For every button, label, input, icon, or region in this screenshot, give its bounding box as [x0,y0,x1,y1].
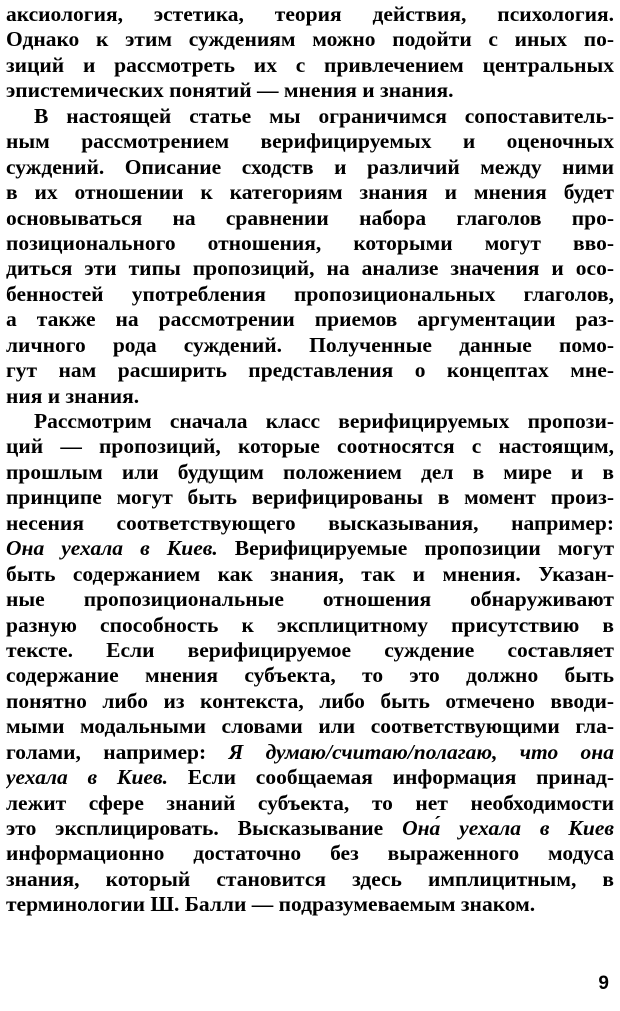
text-line [6,2,614,27]
text-segment: терминологии Ш. Балли — подразумеваемым знаком. [6,892,536,917]
text-line [6,180,614,205]
italic-example: уехала в Киев. [6,765,168,790]
text-segment: зиций и рассмотреть их с привлечением центральных [6,52,614,77]
text-line [6,27,614,52]
text-line [6,434,614,459]
text-segment: Если сообщаемая информация принад- [167,765,614,790]
italic-example: Она́ уехала в Киев [402,816,614,840]
text-segment: гут нам расширить представления о концептах мне- [6,358,614,383]
text-line [6,791,614,816]
text-segment: эпистемических понятий — мнения и знания. [6,78,454,103]
text-segment: ния и знания. [6,383,140,408]
text-line [6,333,614,358]
page-number: 9 [598,973,609,994]
text-line [6,892,614,917]
text-line [6,816,614,841]
text-line [6,358,614,383]
text-line [6,714,614,739]
text-line [6,384,614,409]
text-line [6,587,614,612]
text-segment: В настоящей статье мы ограничимся сопоставитель- [34,103,614,128]
text-segment: ций — пропозиций, которые соотносятся с настоящим, [6,434,614,459]
text-segment: это эксплицировать. Высказывание [6,816,403,840]
text-line [6,206,614,231]
text-segment: знания, который становится здесь имплицитным, в [6,866,614,891]
text-line [6,536,614,561]
text-segment: Однако к этим суждениям можно подойти с иных по- [6,27,614,52]
text-segment: голами, например: [6,739,229,764]
text-segment: разную способность к эксплицитному присутствию в [6,612,614,637]
text-segment: лежит сфере знаний субъекта, то нет необходимости [6,790,614,815]
text-line [6,689,614,714]
text-segment: а также на рассмотрении приемов аргументации раз- [6,307,614,332]
text-segment: Рассмотрим сначала класс верифицируемых пропози- [34,409,614,433]
text-line [6,765,614,790]
text-segment: аксиология, эстетика, теория действия, психология. [6,2,614,26]
text-segment: несения соответствующего высказывания, например: [6,510,614,535]
text-line [6,282,614,307]
text-segment: принципе могут быть верифицированы в момент произ- [6,485,614,510]
text-segment: информационно достаточно без выраженного модуса [6,841,614,866]
text-segment: личного рода суждений. Полученные данные помо- [6,332,614,357]
text-line [6,104,614,129]
text-segment: основываться на сравнении набора глаголов про- [6,205,614,230]
text-line [6,511,614,536]
text-line [6,129,614,154]
text-segment: содержание мнения субъекта, то это должно быть [6,663,614,688]
text-line [6,867,614,892]
text-line [6,460,614,485]
text-line [6,307,614,332]
body-text [6,2,614,918]
text-segment: бенностей употребления пропозициональных глаголов, [6,281,614,306]
text-line [6,155,614,180]
text-segment: суждений. Описание сходств и различий между ними [6,154,614,179]
text-line [6,53,614,78]
text-line [6,613,614,638]
text-segment: тексте. Если верифицируемое суждение составляет [6,637,614,662]
text-segment: диться эти типы пропозиций, на анализе значения и осо- [6,256,614,281]
text-segment: в их отношении к категориям знания и мнения будет [6,180,614,205]
text-line [6,562,614,587]
text-segment: мыми модальными словами или соответствующими гла- [6,714,614,739]
italic-example: Я думаю/считаю/полагаю, что она [228,739,614,764]
text-line [6,841,614,866]
text-line [6,740,614,765]
text-segment: ным рассмотрением верифицируемых и оценочных [6,129,614,154]
text-line [6,638,614,663]
text-segment: прошлым или будущим положением дел в мире и в [6,459,614,484]
text-segment: понятно либо из контекста, либо быть отмечено вводи- [6,688,614,713]
italic-example: Она уехала в Киев. [6,536,218,561]
text-segment: быть содержанием как знания, так и мнения. Указан- [6,561,614,586]
text-line [6,78,614,103]
text-line [6,663,614,688]
text-line [6,231,614,256]
text-line [6,256,614,281]
text-segment: позиционального отношения, которыми могут вво- [6,230,614,255]
text-line [6,485,614,510]
text-segment: ные пропозициональные отношения обнаруживают [6,587,614,612]
text-segment: Верифицируемые пропозиции могут [217,536,614,561]
text-line [6,409,614,434]
